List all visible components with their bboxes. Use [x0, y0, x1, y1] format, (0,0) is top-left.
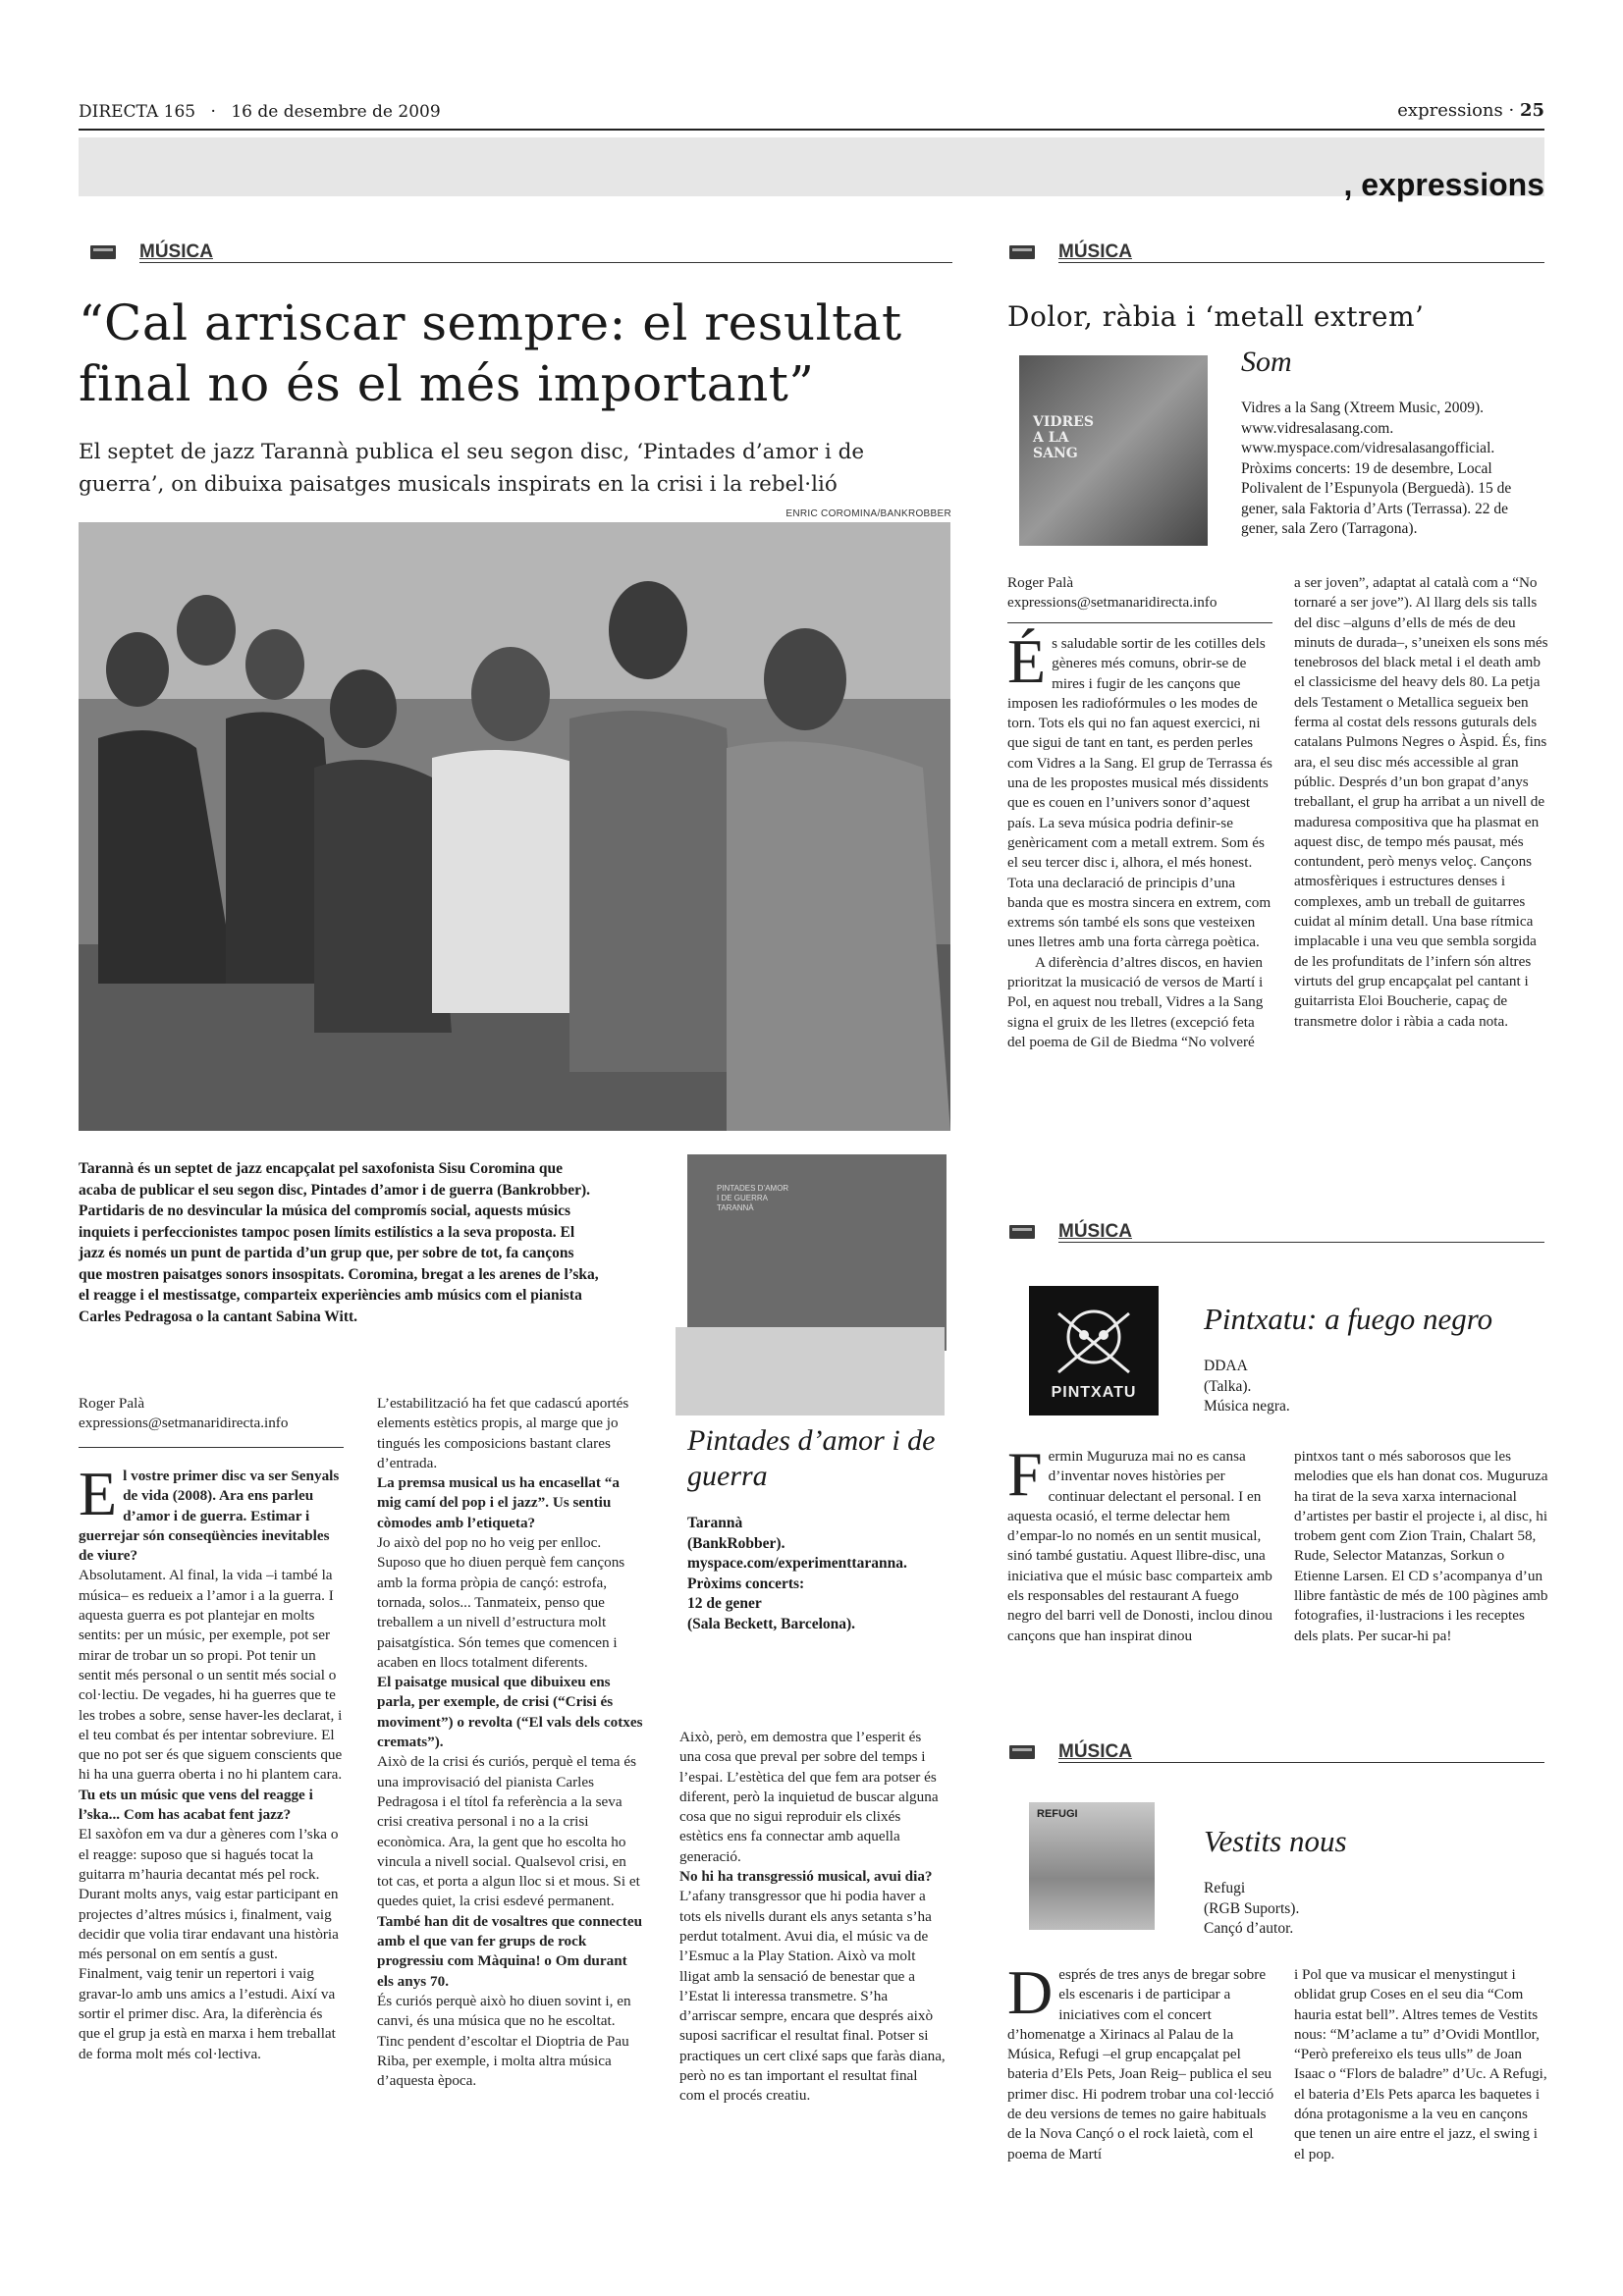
paragraph-text: L’afany transgressor que hi podia haver a tots els nivells durant els anys setanta s’ha perdut totalment. Avui dia, el músic va de l’Esmuc a la Play Station. Això va molt lligat amb la sensació de benestar que a l’Estat li interessa transmetre. S’ha d’arriscar sempre, encara que després això suposi sacrificar el resultat final. Potser si practiques un cert clixé saps que faràs diana, però no es tan important el resultat final com el procés creatiu. — [679, 1888, 946, 2105]
section-rule — [1058, 1242, 1544, 1243]
interview-answer — [377, 1394, 644, 1473]
album-factbox — [687, 1423, 945, 1634]
review3-artist: Refugi — [1204, 1880, 1246, 1896]
review1-section-bar — [1009, 241, 1544, 267]
drop-cap: D — [1007, 1957, 1054, 2027]
author-email[interactable]: expressions@setmanaridirecta.info — [1007, 594, 1217, 612]
page-header-right — [1397, 100, 1544, 121]
main-column-3 — [679, 1728, 947, 2107]
review2-artist: DDAA — [1204, 1358, 1248, 1374]
band-photo-illustration — [79, 522, 950, 1131]
review1-album-title: Som — [1241, 346, 1292, 378]
section-rule — [1058, 262, 1544, 263]
interview-question — [79, 1786, 346, 1826]
music-icon — [1009, 1225, 1035, 1239]
review2-cover — [1029, 1286, 1159, 1415]
review3-cover-text: REFUGI — [1037, 1808, 1078, 1820]
review2-details — [1204, 1357, 1498, 1417]
review3-genre: Cançó d’autor. — [1204, 1920, 1294, 1937]
paragraph-text: Tu ets un músic que vens del reagge i l’ska... Com has acabat fent jazz? — [79, 1786, 313, 1824]
review2-text-1: ermin Muguruza mai no es cansa d’inventar noves històries per continuar delectant el personal. I en aquesta ocasió, el terme delectar hem d’empar-lo no només en un sentit musical, sinó també gustatiu. Aquest llibre-disc, una iniciativa que el músic basc comparteix amb els responsables del restaurant A fuego negro del barri vell de Donosti, inclou dinou cançons que han inspirat dinou — [1007, 1448, 1272, 1644]
album-box-shade — [676, 1327, 945, 1415]
review1-text-1b: A diferència d’altres discos, en havien prioritzat la musicació de versos de Martí i Pol, en aquest nou treball, Vidres a la Sang signa el gruix de les lletres (excepció feta del poema de Gil de Biedma “No volveré — [1007, 953, 1264, 1050]
music-icon — [1009, 1745, 1035, 1759]
section-label: MÚSICA — [1058, 1741, 1132, 1762]
review3-column-2: i Pol que va musicar el menystingut i oblidat grup Coses en el seu dia “Com hauria estat bell”. Altres temes de Vestits nous: “M’aclame a tu” d’Ovidi Montllor, “Però prefereixo els teus ulls” de Joan Isaac o “Flors de baladre” d’Uc. A Refugi, el bateria d’Els Pets aparca les baquetes i dóna protagonisme a la veu en cançons que tenen un aire entre el jazz, el swing i el pop. — [1294, 1966, 1547, 2163]
main-column-2 — [377, 1394, 644, 2091]
review1-column-2: a ser joven”, adaptat al català com a “No tornaré a ser jove”). Al llarg dels sis talls del disc –alguns d’ells de més de deu minuts de durada–, s’uneixen els sons més tenebrosos del black metal i el death amb el classicisme del heavy dels 80. La petja dels Testament o Metallica segueix ben ferma al costat dels ressons guturals dels catalans Pulmons Negres o Àspid. És, fins ara, el seu disc més accessible al gran públic. Després d’un bon grapat d’anys treballant, el grup ha arribat a un nivell de maduresa compositiva que ha plasmat en aquest disc, de tempo més pausat, més contundent, però menys veloç. Cançons atmosfèriques i estructures denses i complexes, amb un treball de guitarres cuidat al mínim detall. Una base rítmica implacable i una veu que sembla sorgida de les profunditats de l’infern són altres virtuts del grup encapçalat pel cantant i guitarrista Eloi Boucherie, capaç de transmetre dolor i ràbia a cada nota. — [1294, 574, 1548, 1030]
paragraph-text: També han dit de vosaltres que connecteu amb el que van fer grups de rock progressiu com Màquina! o Om durant els anys 70. — [377, 1912, 643, 1990]
author-name: Roger Palà — [1007, 574, 1074, 591]
paragraph-text: La premsa musical us ha encasellat “a mig camí del pop i el jazz”. Us sentiu còmodes amb l’etiqueta? — [377, 1474, 620, 1531]
review3-cover — [1029, 1802, 1155, 1930]
interview-answer — [79, 1825, 346, 2064]
review3-details — [1204, 1879, 1498, 1940]
main-byline — [79, 1394, 344, 1434]
header-dot: · — [210, 102, 216, 122]
paragraph-text: Absolutament. Al final, la vida –i també la música– es redueix a l’amor i a la guerra. I aquesta guerra es pot plantejar en molts sentits: per un músic, per exemple, pot ser mirar de trobar un so propi. Pot tenir un sentit més personal o un sentit més social o col·lectiu. De vegades, hi ha guerres que te les trobes a sobre, sense haver-les declarat, i el teu combat és per intentar sobreviure. El que no pot ser és que siguem conscients que hi ha una guerra oberta i no hi plantem cara. — [79, 1567, 343, 1784]
author-name: Roger Palà — [79, 1395, 145, 1412]
subheadline: El septet de jazz Tarannà publica el seu segon disc, ‘Pintades d’amor i de guerra’, on dibuixa paisatges musicals inspirats en la crisi i la rebel·lió — [79, 440, 865, 497]
review2-label: (Talka). — [1204, 1377, 1252, 1395]
album-venue: (Sala Beckett, Barcelona). — [687, 1615, 856, 1632]
byline-rule — [79, 1447, 344, 1448]
album-concerts: Pròxims concerts: — [687, 1575, 805, 1592]
headline: “Cal arriscar sempre: el resultat final no és el més important” — [79, 294, 902, 412]
lead-paragraph: Tarannà és un septet de jazz encapçalat pel saxofonista Sisu Coromina que acaba de publicar el seu segon disc, Pintades d’amor i de guerra (Bankrobber). Partidaris de no desvincular la música del compromís social, aquests músics inquiets i perfeccionistes tampoc posen límits estilístics a la seva proposta. El jazz és només un punt de partida d’un grup que, per sobre de tot, fa cançons que mostren paisatges sonors insospitats. Coromina, bregat a les arenes de l’ska, el reagge i el mestissatge, comparteix experiències amb músics com el pianista Carles Pedragosa o la cantant Sabina Witt. — [79, 1160, 599, 1325]
review3-label: (RGB Suports). — [1204, 1899, 1300, 1917]
review3-section-bar — [1009, 1741, 1544, 1767]
section-label: MÚSICA — [1058, 1221, 1132, 1242]
banner-title: , expressions — [1343, 167, 1544, 202]
review2-logo-text: PINTXATU — [1051, 1384, 1137, 1401]
album-concert-date: 12 de gener — [687, 1595, 762, 1612]
review1-byline — [1007, 573, 1274, 614]
section-rule — [139, 262, 952, 263]
issue-date: 16 de desembre de 2009 — [231, 102, 441, 122]
issue-number: DIRECTA 165 — [79, 102, 196, 122]
author-email[interactable]: expressions@setmanaridirecta.info — [79, 1415, 289, 1432]
interview-answer — [377, 1533, 644, 1673]
paragraph-text: És curiós perquè això ho diuen sovint i, en canvi, és una música que no he escoltat. Tinc pendent d’escoltar el Dioptria de Pau Riba, per exemple, i molta altra música d’aquesta època. — [377, 1992, 631, 2090]
drop-cap: É — [1007, 626, 1047, 696]
section-label: MÚSICA — [1058, 241, 1132, 262]
music-icon — [90, 245, 116, 259]
review1-details: Vidres a la Sang (Xtreem Music, 2009). www.vidresalasang.com. www.myspace.com/vidresalasangofficial. Pròxims concerts: 19 de desembre, Local Polivalent de l’Espunyola (Berguedà). 15 de gener, sala Faktoria d’Arts (Terrassa). 22 de gener, sala Zero (Tarragona). — [1241, 400, 1512, 537]
review3-headline: Vestits nous — [1204, 1824, 1347, 1858]
drop-cap: F — [1007, 1439, 1043, 1509]
review1-headline: Dolor, ràbia i ‘metall extrem’ — [1007, 300, 1425, 333]
interview-answer — [377, 1752, 644, 1911]
paragraph-text: Jo això del pop no ho veig per enlloc. Suposo que ho diuen perquè fem cançons amb la forma pròpia de cançó: estrofa, tornada, solos... Tanmateix, penso que treballem a un nivell d’estructura molt paisatgística. Són temes que comencen i acaben en llocs totalment diferents. — [377, 1534, 625, 1671]
album-cover — [687, 1154, 947, 1351]
byline-rule — [1007, 622, 1272, 623]
album-cover-text — [717, 1184, 788, 1213]
photo-credit: ENRIC COROMINA/BANKROBBER — [785, 508, 951, 519]
cover-line-1: PINTADES D’AMOR — [717, 1184, 789, 1193]
album-details — [687, 1514, 945, 1634]
review1-cover-text: VIDRES A LA SANG — [1033, 414, 1094, 461]
paragraph-text: L’estabilització ha fet que cadascú aportés elements estètics propis, al marge que jo tingués les composicions bastant clares d’entrada. — [377, 1395, 629, 1471]
review2-headline: Pintxatu: a fuego negro — [1204, 1302, 1493, 1336]
album-artist: Tarannà — [687, 1515, 743, 1531]
interview-question — [79, 1459, 346, 1566]
review1-cover — [1019, 355, 1208, 546]
paragraph-text: Això de la crisi és curiós, perquè el tema és una improvisació del pianista Carles Pedragosa i el títol fa referència a la seva crisi creativa personal i no a la crisi econòmica. Ara, la gent que ho escolta ho vincula a nivell social. Qualsevol crisi, en tot cas, et porta a algun lloc si et mous. Si et quedes quiet, la crisi esdevé permanent. — [377, 1753, 640, 1910]
header-rule — [79, 129, 1544, 131]
interview-question — [679, 1867, 947, 1887]
album-title: Pintades d’amor i de guerra — [687, 1424, 936, 1492]
review2-section-bar — [1009, 1221, 1544, 1247]
interview-answer — [679, 1887, 947, 2106]
interview-question — [377, 1673, 644, 1752]
review2-genre: Música negra. — [1204, 1398, 1290, 1415]
album-web: myspace.com/experimenttaranna. — [687, 1555, 907, 1572]
review2-column-2: pintxos tant o més saborosos que les melodies que els han donat cos. Muguruza ha tirat de la seva xarxa internacional d’artistes per bastir el projecte i, al disc, hi trobem gent com Zion Train, Chalart 58, Rude, Selector Matanzas, Sorkun o Etienne Larsen. El CD s’acompanya d’un llibre fantàstic de més de 100 pàgines amb fotografies, il·lustracions i les receptes dels plats. Per sucar-hi pa! — [1294, 1448, 1548, 1644]
drop-cap: E — [79, 1459, 118, 1528]
interview-answer — [377, 1992, 644, 2091]
paragraph-text: El paisatge musical que dibuixeu ens parla, per exemple, de crisi (“Crisi és moviment”) o revolta (“El vals dels cotxes cremats”). — [377, 1674, 643, 1751]
paragraph-text: Això, però, em demostra que l’esperit és una cosa que preval per sobre del temps i l’espai. L’estètica del que fem ara potser és diferent, però la inquietud de buscar alguna cosa que no sigui reproduir els clixés estètics ens fa connectar amb aquella generació. — [679, 1729, 939, 1865]
cover-line-3: TARANNÀ — [717, 1203, 754, 1212]
interview-question — [377, 1912, 644, 1992]
interview-answer — [679, 1728, 947, 1867]
album-label: (BankRobber). — [687, 1534, 785, 1552]
main-column-1 — [79, 1459, 346, 2064]
paragraph-text: El saxòfon em va dur a gèneres com l’ska o el reagge: suposo que si hagués tocat la guitarra m’hauria decantat més pel rock. Durant molts anys, vaig estar participant en projectes d’altres músics i, finalment, vaig decidir que volia tirar endavant una història més personal on em sentís a gust. Finalment, vaig tenir un repertori i vaig gravar-lo amb uns amics a l’estudi. Així va sortir el primer disc. Ara, la diferència és que el grup ja està en marxa i hem treballat de forma molt més col·lectiva. — [79, 1826, 339, 2062]
paragraph-text: l vostre primer disc va ser Senyals de vida (2008). Ara ens parleu d’amor i de guerra. Estimar i guerrejar són conseqüències inevitables de viure? — [79, 1468, 340, 1565]
section-rule — [1058, 1762, 1544, 1763]
page-header-left — [79, 102, 441, 122]
review1-column-1 — [1007, 626, 1274, 1052]
paragraph-text: No hi ha transgressió musical, avui dia? — [679, 1868, 933, 1886]
section-banner — [79, 137, 1544, 202]
interview-question — [377, 1473, 644, 1533]
review1-text-1: s saludable sortir de les cotilles dels gèneres més comuns, obrir-se de mires i fugir de les cançons que imposen les radiofórmules o les modes de torn. Tots els qui no fan aquest exercici, ni que sigui de tant en tant, es perden perles com Vidres a la Sang. El grup de Terrassa és una de les propostes musical més dissidents que es couen en l’univers sonor d’aquest país. La seva música podria definir-se genèricament com a metall extrem. Som és el seu tercer disc i, alhora, el més honest. Tota una declaració de principis d’una banda que es mostra sincera en extrem, com extrems són també els sons que vesteixen unes lletres amb una forta càrrega poètica. — [1007, 635, 1272, 951]
review3-column-1 — [1007, 1957, 1274, 2164]
page-number: 25 — [1519, 100, 1544, 121]
interview-answer — [79, 1566, 346, 1785]
section-label: MÚSICA — [139, 241, 213, 262]
review3-text-1: esprés de tres anys de bregar sobre els escenaris i de participar a iniciatives com el concert d’homenatge a Xirinacs al Palau de la Música, Refugi –el grup encapçalat pel bateria d’Els Pets, Joan Reig– publica el seu primer disc. Hi podrem trobar una col·lecció de deu versions de temes no gaire habituals de la Nova Cançó o el rock laietà, com el poema de Martí — [1007, 1966, 1274, 2163]
main-section-bar — [90, 241, 952, 267]
cover-line-2: I DE GUERRA — [717, 1194, 769, 1202]
section-name: expressions · — [1397, 100, 1515, 121]
music-icon — [1009, 245, 1035, 259]
review2-column-1 — [1007, 1439, 1274, 1646]
band-photo — [79, 522, 950, 1131]
